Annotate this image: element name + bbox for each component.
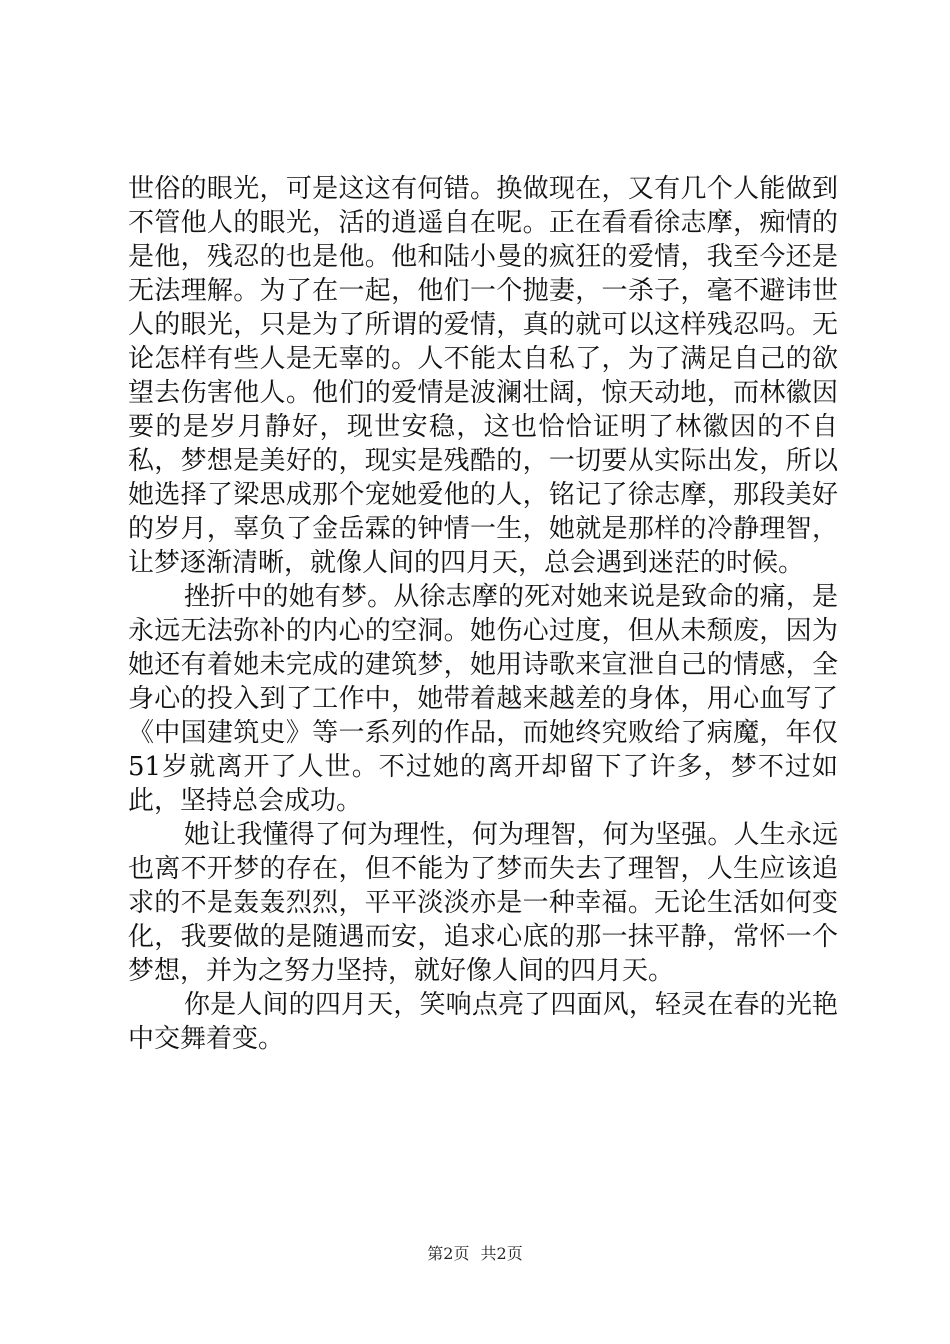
- paragraph-4: 你是人间的四月天，笑响点亮了四面风，轻灵在春的光艳中交舞着变。: [128, 990, 838, 1054]
- page-total: 共2页: [480, 1244, 523, 1263]
- body-text: [128, 172, 838, 1056]
- page-footer: [0, 1243, 950, 1265]
- paragraph-2: 挫折中的她有梦。从徐志摩的死对她来说是致命的痛，是永远无法弥补的内心的空洞。她伤心过度，但从未颓废，因为她还有着她未完成的建筑梦，她用诗歌来宣泄自己的情感，全身心的投入到了工作中，她带着越来越差的身体，用心血写了《中国建筑史》等一系列的作品，而她终究败给了病魔，年仅51岁就离开了人世。不过她的离开却留下了许多，梦不过如此，坚持总会成功。: [128, 582, 838, 816]
- paragraph-1: 世俗的眼光，可是这这有何错。换做现在，又有几个人能做到不管他人的眼光，活的逍遥自在呢。正在看看徐志摩，痴情的是他，残忍的也是他。他和陆小曼的疯狂的爱情，我至今还是无法理解。为了在一起，他们一个抛妻，一杀子，毫不避讳世人的眼光，只是为了所谓的爱情，真的就可以这样残忍吗。无论怎样有些人是无辜的。人不能太自私了，为了满足自己的欲望去伤害他人。他们的爱情是波澜壮阔，惊天动地，而林徽因要的是岁月静好，现世安稳，这也恰恰证明了林徽因的不自私，梦想是美好的，现实是残酷的，一切要从实际出发，所以她选择了梁思成那个宠她爱他的人，铭记了徐志摩，那段美好的岁月，辜负了金岳霖的钟情一生，她就是那样的冷静理智，让梦逐渐清晰，就像人间的四月天，总会遇到迷茫的时候。: [128, 174, 838, 578]
- paragraph-3: 她让我懂得了何为理性，何为理智，何为坚强。人生永远也离不开梦的存在，但不能为了梦而失去了理智，人生应该追求的不是轰轰烈烈，平平淡淡亦是一种幸福。无论生活如何变化，我要做的是随遇而安，追求心底的那一抹平静，常怀一个梦想，并为之努力坚持，就好像人间的四月天。: [128, 820, 838, 986]
- page-number: 第2页: [427, 1244, 470, 1263]
